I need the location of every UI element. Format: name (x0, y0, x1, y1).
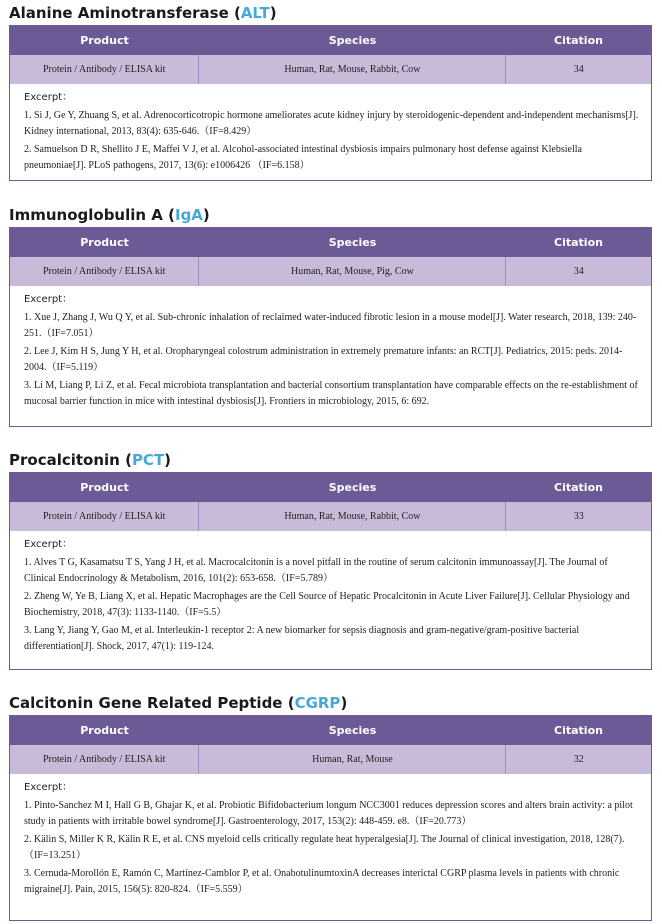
excerpt-block (10, 286, 651, 426)
title-text: Calcitonin Gene Related Peptide ( (9, 694, 295, 712)
cell-product: Protein / Antibody / ELISA kit (10, 745, 199, 774)
excerpt-block (10, 84, 651, 180)
reference-item: 3. Lang Y, Jiang Y, Gao M, et al. Interleukin-1 receptor 2: A new biomarker for sepsis diagnosis and gram-negative/gram-positive bacterial differentiation[J]. Shock, 2017, 47(1): 119-124. (24, 625, 580, 652)
header-product: Product (80, 724, 129, 737)
cell-citation: 33 (573, 511, 584, 522)
cell-citation: 34 (573, 266, 584, 277)
header-species: Species (328, 724, 377, 737)
excerpt-label: Excerpt： (24, 294, 73, 305)
header-citation: Citation (554, 481, 603, 494)
cell-product: Protein / Antibody / ELISA kit (10, 502, 199, 531)
excerpt-label: Excerpt： (24, 92, 73, 103)
title-close: ) (340, 694, 348, 712)
reference-item: 2. Lee J, Kim H S, Jung Y H, et al. Oropharyngeal colostrum administration in extremely premature infants: an RCT[J]. Pediatrics, 2015: peds. 2014-2004.（IF=5.119） (24, 346, 623, 373)
cell-species: Human, Rat, Mouse (199, 745, 506, 774)
reference-item: 1. Pinto-Sanchez M I, Hall G B, Ghajar K, et al. Probiotic Bifidobacterium longum NCC3001 reduces depression scores and alters brain activity: a pilot study in patients with irritable bowel syndrome[J]. Gastroenterology, 2017, 153(2): 448-459. e8.（IF=20.773） (24, 800, 633, 827)
table-row (10, 257, 651, 286)
header-species: Species (328, 236, 377, 249)
header-product: Product (80, 236, 129, 249)
table-row (10, 502, 651, 531)
table-row (10, 55, 651, 84)
reference-item: 1. Alves T G, Kasamatsu T S, Yang J H, et al. Macrocalcitonin is a novel pitfall in the routine of serum calcitonin immunoassay[J]. The Journal of Clinical Endocrinology & Metabolism, 2016, 101(2): 653-658.（IF=5.789） (24, 557, 608, 584)
cell-species: Human, Rat, Mouse, Pig, Cow (199, 257, 506, 286)
cell-species: Human, Rat, Mouse, Rabbit, Cow (199, 55, 506, 84)
title-abbr: IgA (174, 206, 203, 224)
cell-citation: 34 (573, 64, 584, 75)
info-table (9, 472, 652, 670)
header-citation: Citation (554, 724, 603, 737)
excerpt-block (10, 774, 651, 920)
cell-citation: 32 (573, 754, 584, 765)
table-header (10, 716, 651, 745)
table-row (10, 745, 651, 774)
section-title (9, 692, 347, 714)
reference-item: 2. Samuelson D R, Shellito J E, Maffei V J, et al. Alcohol-associated intestinal dysbiosis impairs pulmonary host defense against Klebsiella pneumoniae[J]. PLoS pathogens, 2017, 13(6): e1006426 （IF=6.158） (24, 144, 582, 171)
title-text: Immunoglobulin A ( (9, 206, 175, 224)
title-text: Alanine Aminotransferase ( (9, 4, 241, 22)
title-close: ) (164, 451, 172, 469)
title-close: ) (269, 4, 277, 22)
header-species: Species (328, 34, 377, 47)
reference-item: 1. Xue J, Zhang J, Wu Q Y, et al. Sub-chronic inhalation of reclaimed water-induced fibrotic lesion in a mouse model[J]. Water research, 2018, 139: 240-251.（IF=7.051） (24, 312, 637, 339)
header-citation: Citation (554, 34, 603, 47)
title-close: ) (202, 206, 210, 224)
header-product: Product (80, 34, 129, 47)
section-title (9, 449, 171, 471)
reference-item: 2. Kälin S, Miller K R, Kälin R E, et al. CNS myeloid cells critically regulate heat hyperalgesia[J]. The Journal of clinical investigation, 2018, 128(7).（IF=13.251） (24, 834, 625, 861)
excerpt-label: Excerpt： (24, 782, 73, 793)
cell-product: Protein / Antibody / ELISA kit (10, 257, 199, 286)
info-table (9, 715, 652, 921)
reference-item: 2. Zheng W, Ye B, Liang X, et al. Hepatic Macrophages are the Cell Source of Hepatic Procalcitonin in Acute Liver Failure[J]. Cellular Physiology and Biochemistry, 2018, 47(3): 1133-1140.（IF=5.5） (24, 591, 630, 618)
table-header (10, 26, 651, 55)
title-abbr: ALT (240, 4, 270, 22)
excerpt-block (10, 531, 651, 669)
reference-item: 3. Cernuda-Morollón E, Ramón C, Martínez-Camblor P, et al. OnabotulinumtoxinA decreases interictal CGRP plasma levels in patients with chronic migraine[J]. Pain, 2015, 156(5): 820-824.（IF=5.559） (24, 868, 620, 895)
title-abbr: CGRP (294, 694, 341, 712)
header-citation: Citation (554, 236, 603, 249)
section-title (9, 2, 277, 24)
header-product: Product (80, 481, 129, 494)
table-header (10, 473, 651, 502)
reference-item: 1. Si J, Ge Y, Zhuang S, et al. Adrenocorticotropic hormone ameliorates acute kidney injury by steroidogenic-dependent and-independent mechanisms[J]. Kidney international, 2013, 83(4): 635-646.（IF=8.429） (24, 110, 639, 137)
info-table (9, 25, 652, 181)
cell-species: Human, Rat, Mouse, Rabbit, Cow (199, 502, 506, 531)
header-species: Species (328, 481, 377, 494)
title-abbr: PCT (131, 451, 165, 469)
info-table (9, 227, 652, 427)
cell-product: Protein / Antibody / ELISA kit (10, 55, 199, 84)
excerpt-label: Excerpt： (24, 539, 73, 550)
title-text: Procalcitonin ( (9, 451, 132, 469)
reference-item: 3. Li M, Liang P, Li Z, et al. Fecal microbiota transplantation and bacterial consortium transplantation have comparable effects on the re-establishment of mucosal barrier function in mice with intestinal dysbiosis[J]. Frontiers in microbiology, 2015, 6: 692. (24, 380, 638, 407)
table-header (10, 228, 651, 257)
section-title (9, 204, 210, 226)
